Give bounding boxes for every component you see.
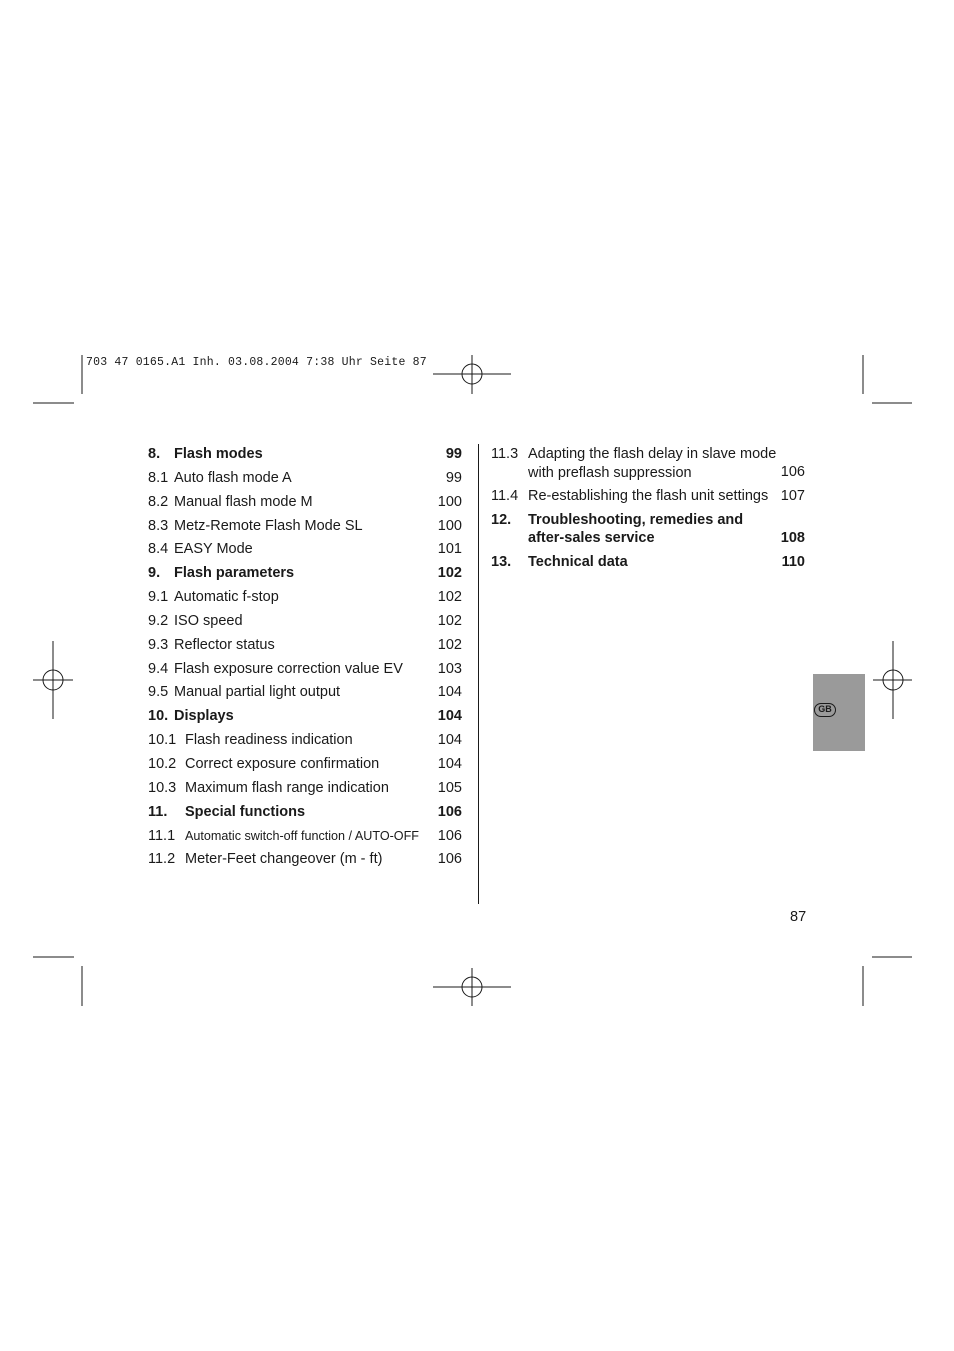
toc-entry-title: Flash parameters xyxy=(174,565,295,582)
toc-entry-number: 11.2 xyxy=(148,851,176,868)
toc-entry-number: 9.3 xyxy=(148,636,169,653)
toc-entry-title: Technical data xyxy=(528,553,628,570)
toc-entry-number: 10.3 xyxy=(148,779,177,796)
toc-entry[interactable] xyxy=(491,509,805,551)
toc-entry[interactable] xyxy=(148,515,462,539)
registration-mark-top xyxy=(433,355,511,394)
print-slug-line: 703 47 0165.A1 Inh. 03.08.2004 7:38 Uhr Seite 87 xyxy=(86,356,427,369)
toc-entry-page: 100 xyxy=(437,517,462,534)
toc-entry-title: Flash exposure correction value EV xyxy=(174,660,403,677)
toc-entry-title: Meter-Feet changeover (m - ft) xyxy=(185,851,383,868)
toc-entry-page: 102 xyxy=(437,612,462,629)
toc-left-column xyxy=(148,443,462,872)
toc-entry-title: Automatic f-stop xyxy=(174,589,279,606)
toc-entry-number: 12. xyxy=(491,511,512,528)
toc-entry[interactable] xyxy=(148,848,462,872)
toc-entry-page: 106 xyxy=(437,851,462,868)
toc-entry-title: Reflector status xyxy=(174,636,275,653)
toc-entry-number: 9.2 xyxy=(148,612,169,629)
language-badge-gb: GB xyxy=(814,703,836,717)
toc-entry-number: 10. xyxy=(148,708,169,725)
toc-entry[interactable] xyxy=(148,729,462,753)
toc-entry-number: 9.5 xyxy=(148,684,169,701)
column-divider xyxy=(478,444,479,904)
toc-entry-number: 10.2 xyxy=(148,755,177,772)
toc-entry[interactable] xyxy=(148,443,462,467)
toc-entry[interactable] xyxy=(148,538,462,562)
toc-entry-title: Auto flash mode A xyxy=(174,469,292,486)
toc-right-column xyxy=(491,443,805,575)
toc-entry-title: Displays xyxy=(174,708,234,725)
toc-entry-title: Maximum flash range indication xyxy=(185,779,389,796)
toc-entry-title: Manual flash mode M xyxy=(174,493,313,510)
toc-entry-page: 107 xyxy=(780,488,805,504)
toc-entry-page: 99 xyxy=(445,446,462,462)
toc-entry-title: EASY Mode xyxy=(174,541,253,558)
toc-entry[interactable] xyxy=(148,634,462,658)
toc-entry[interactable] xyxy=(148,705,462,729)
toc-entry-number: 8. xyxy=(148,446,161,462)
toc-entry[interactable] xyxy=(148,825,462,849)
toc-entry-number: 10.1 xyxy=(148,732,177,749)
toc-entry-page: 102 xyxy=(437,636,462,653)
toc-entry-title xyxy=(528,445,776,482)
toc-entry-page: 99 xyxy=(445,469,462,486)
toc-entry-page: 104 xyxy=(437,708,462,725)
toc-entry-number: 11.4 xyxy=(491,488,519,504)
toc-entry[interactable] xyxy=(148,467,462,491)
toc-entry-page: 102 xyxy=(437,565,462,582)
toc-entry-title-line: Troubleshooting, remedies and xyxy=(528,511,744,528)
registration-mark-left xyxy=(33,641,73,719)
toc-entry-title: ISO speed xyxy=(174,612,243,629)
toc-entry-number: 11.3 xyxy=(491,446,519,462)
toc-entry[interactable] xyxy=(491,443,805,485)
toc-entry[interactable] xyxy=(491,551,805,575)
toc-entry[interactable] xyxy=(148,681,462,705)
toc-entry-page: 106 xyxy=(780,464,805,480)
toc-entry-page: 106 xyxy=(437,827,462,844)
registration-mark-bottom xyxy=(433,968,511,1006)
toc-entry-title: Metz-Remote Flash Mode SL xyxy=(174,517,363,534)
toc-entry[interactable] xyxy=(491,485,805,509)
toc-entry-number: 8.4 xyxy=(148,541,169,558)
toc-entry-title: Correct exposure confirmation xyxy=(185,755,380,772)
toc-entry-page: 104 xyxy=(437,755,462,772)
toc-entry-title-line: with preflash suppression xyxy=(528,464,692,481)
toc-entry-page: 103 xyxy=(437,660,462,677)
toc-entry-title: Flash modes xyxy=(174,446,263,462)
toc-entry[interactable] xyxy=(148,491,462,515)
page-number: 87 xyxy=(790,909,807,925)
toc-entry-number: 8.1 xyxy=(148,469,169,486)
toc-entry[interactable] xyxy=(148,586,462,610)
toc-entry-title: Re-establishing the flash unit settings xyxy=(528,488,769,504)
registration-mark-right xyxy=(873,641,912,719)
toc-entry[interactable] xyxy=(148,777,462,801)
toc-entry-title: Manual partial light output xyxy=(174,684,341,701)
toc-entry-title: Flash readiness indication xyxy=(185,732,353,749)
toc-entry-number: 11. xyxy=(148,803,168,820)
toc-entry-page: 108 xyxy=(780,529,805,546)
toc-entry-number: 13. xyxy=(491,553,512,570)
toc-entry-title xyxy=(528,511,743,548)
toc-entry-number: 11.1 xyxy=(148,827,176,844)
toc-entry-title-line: Adapting the flash delay in slave mode xyxy=(528,446,777,462)
toc-entry[interactable] xyxy=(148,658,462,682)
toc-entry-number: 9.4 xyxy=(148,660,169,677)
toc-entry-page: 104 xyxy=(437,732,462,749)
toc-entry-page: 105 xyxy=(437,779,462,796)
toc-entry-page: 100 xyxy=(437,493,462,510)
toc-entry-title-line: after-sales service xyxy=(528,530,655,547)
toc-entry[interactable] xyxy=(148,610,462,634)
toc-entry-number: 8.3 xyxy=(148,517,169,534)
toc-entry-number: 9. xyxy=(148,565,161,582)
toc-entry-number: 9.1 xyxy=(148,589,169,606)
toc-entry-page: 106 xyxy=(437,803,462,820)
toc-entry[interactable] xyxy=(148,801,462,825)
toc-entry-page: 104 xyxy=(437,684,462,701)
toc-entry-page: 101 xyxy=(437,541,462,558)
toc-entry-number: 8.2 xyxy=(148,493,169,510)
toc-entry-title: Automatic switch-off function / AUTO-OFF xyxy=(185,828,419,843)
toc-entry-page: 102 xyxy=(437,589,462,606)
toc-entry[interactable] xyxy=(148,753,462,777)
toc-entry[interactable] xyxy=(148,562,462,586)
toc-entry-title: Special functions xyxy=(185,803,306,820)
toc-entry-page: 110 xyxy=(781,553,805,570)
